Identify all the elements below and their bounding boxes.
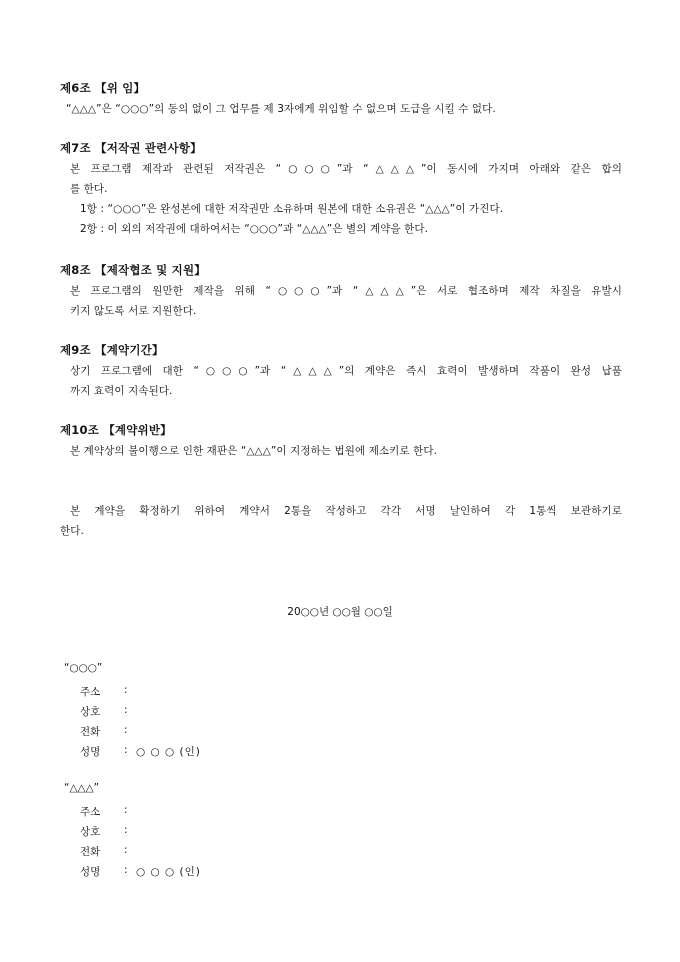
party-1-phone-label: 전화 (80, 726, 101, 738)
party-1-signer-label: 성명 (80, 746, 101, 758)
article-9-heading: 제9조 【계약기간】 (60, 343, 164, 357)
party-1-name: “○○○” (64, 662, 103, 674)
party-2-name: “△△△” (64, 782, 100, 794)
contract-date: 20○○년 ○○월 ○○일 (287, 606, 393, 618)
article-7-line-1: 본 프로그램 제작과 관련된 저작권은 “○○○”과 “△△△”이 동시에 가지며 아래와 같은 합의 (70, 163, 622, 175)
party-1-company-colon: : (124, 704, 128, 716)
party-2-signer-colon: : (124, 864, 128, 876)
party-2-company-label: 상호 (80, 826, 101, 838)
article-6-heading: 제6조 【위 임】 (60, 81, 146, 95)
article-7-clause-1: 1항 : “○○○”은 완성본에 대한 저작권만 소유하며 원본에 대한 소유권은 “△△△”이 가진다. (80, 203, 504, 215)
party-2-phone-label: 전화 (80, 846, 101, 858)
party-1-address-label: 주소 (80, 686, 101, 698)
article-7-heading: 제7조 【저작권 관련사항】 (60, 141, 202, 155)
party-1-signer-colon: : (124, 744, 128, 756)
closing-line-2: 한다. (60, 525, 84, 537)
party-2-signer-value: ○ ○ ○ (인) (136, 866, 201, 878)
party-1-address-colon: : (124, 684, 128, 696)
party-2-company-colon: : (124, 824, 128, 836)
party-2-address-colon: : (124, 804, 128, 816)
party-2-phone-colon: : (124, 844, 128, 856)
article-10-heading: 제10조 【계약위반】 (60, 423, 172, 437)
closing-line-1: 본 계약을 확정하기 위하여 계약서 2통을 작성하고 각각 서명 날인하여 각 1통씩 보관하기로 (70, 505, 622, 517)
article-9-line-1: 상기 프로그램에 대한 “○○○”과 “△△△”의 계약은 즉시 효력이 발생하며 작품이 완성 납품 (70, 365, 622, 377)
article-8-heading: 제8조 【제작협조 및 지원】 (60, 263, 206, 277)
article-10-line-1: 본 계약상의 불이행으로 인한 재판은 “△△△”이 지정하는 법원에 제소키로 한다. (70, 445, 438, 457)
article-8-line-2: 키지 않도록 서로 지원한다. (70, 305, 197, 317)
article-8-line-1: 본 프로그램의 원만한 제작을 위해 “○○○”과 “△△△”은 서로 협조하며 제작 차질을 유발시 (70, 285, 622, 297)
party-2-address-label: 주소 (80, 806, 101, 818)
party-1-signer-value: ○ ○ ○ (인) (136, 746, 201, 758)
article-7-line-2: 를 한다. (70, 183, 108, 195)
article-6-line-1: “△△△”은 “○○○”의 동의 없이 그 업무를 제 3자에게 위임할 수 없으며 도급을 시킬 수 없다. (66, 103, 496, 115)
party-2-signer-label: 성명 (80, 866, 101, 878)
party-1-phone-colon: : (124, 724, 128, 736)
article-9-line-2: 까지 효력이 지속된다. (70, 385, 173, 397)
party-1-company-label: 상호 (80, 706, 101, 718)
article-7-clause-2: 2항 : 이 외의 저작권에 대하여서는 “○○○”과 “△△△”은 별의 계약을 한다. (80, 223, 429, 235)
